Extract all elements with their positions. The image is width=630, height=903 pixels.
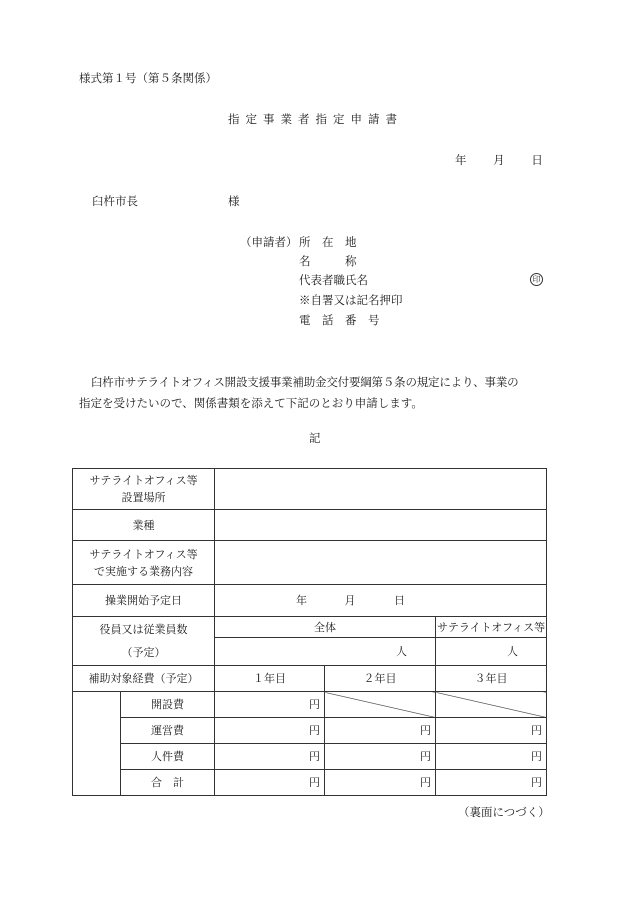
industry-row <box>73 510 547 541</box>
location-label: サテライトオフィス等 設置場所 <box>73 469 215 510</box>
start-date-row <box>73 585 547 617</box>
continued-note: （裏面につづく） <box>458 805 550 819</box>
operation-year3[interactable]: 円 <box>436 718 547 744</box>
staff-office-field[interactable]: 人 <box>436 638 547 666</box>
work-label: サテライトオフィス等 で実施する業務内容 <box>73 541 215 585</box>
staff-label: 役員又は従業員数 （予定） <box>73 617 215 666</box>
location-field[interactable] <box>215 469 547 510</box>
seal-mark: 印 <box>530 273 543 286</box>
row-label-total: 合 計 <box>121 770 215 796</box>
signature-note: ※自署又は記名押印 <box>299 293 403 307</box>
addressee-name: 臼杵市長 <box>92 194 138 208</box>
expense-row-setup <box>73 692 547 718</box>
work-field[interactable] <box>215 541 547 585</box>
start-date-field[interactable] <box>215 585 547 617</box>
expense-row-personnel <box>73 744 547 770</box>
operation-year1[interactable]: 円 <box>215 718 325 744</box>
year-2-header: ２年目 <box>325 666 436 692</box>
staff-total-header: 全体 <box>215 617 436 638</box>
row-label-personnel: 人件費 <box>121 744 215 770</box>
applicant-name-label: 名 称 <box>299 254 357 268</box>
expense-row-total <box>73 770 547 796</box>
setup-year2-na <box>325 692 436 718</box>
year-1-header: １年目 <box>215 666 325 692</box>
personnel-year2[interactable]: 円 <box>325 744 436 770</box>
form-number: 様式第１号（第５条関係） <box>79 71 217 85</box>
body-line-1: 臼杵市サテライトオフィス開設支援事業補助金交付要綱第５条の規定により、事業の <box>91 375 519 389</box>
start-day: 日 <box>394 594 406 607</box>
date-day: 日 <box>531 153 543 167</box>
location-row <box>73 469 547 510</box>
personnel-year1[interactable]: 円 <box>215 744 325 770</box>
expense-row-operation <box>73 718 547 744</box>
staff-office-header: サテライトオフィス等 <box>436 617 547 638</box>
total-year2[interactable]: 円 <box>325 770 436 796</box>
document-title: 指定事業者指定申請書 <box>228 112 403 126</box>
row-label-setup: 開設費 <box>121 692 215 718</box>
addressee-honorific: 様 <box>228 194 240 208</box>
expense-label: 補助対象経費（予定） <box>73 666 215 692</box>
expense-indent <box>73 692 121 796</box>
applicant-address-label: 所 在 地 <box>299 235 357 249</box>
personnel-year3[interactable]: 円 <box>436 744 547 770</box>
setup-year1[interactable]: 円 <box>215 692 325 718</box>
representative-label: 代表者職氏名 <box>299 273 368 287</box>
industry-label: 業種 <box>73 510 215 541</box>
start-date-label: 操業開始予定日 <box>73 585 215 617</box>
staff-total-field[interactable]: 人 <box>215 638 436 666</box>
setup-year3-na <box>436 692 547 718</box>
date-year: 年 <box>455 153 467 167</box>
total-year1[interactable]: 円 <box>215 770 325 796</box>
industry-field[interactable] <box>215 510 547 541</box>
expense-header-row <box>73 666 547 692</box>
total-year3[interactable]: 円 <box>436 770 547 796</box>
staff-header-row <box>73 617 547 638</box>
phone-label: 電 話 番 号 <box>299 313 380 327</box>
row-label-operation: 運営費 <box>121 718 215 744</box>
work-row <box>73 541 547 585</box>
year-3-header: ３年目 <box>436 666 547 692</box>
applicant-label: （申請者） <box>240 235 298 249</box>
record-mark: 記 <box>309 431 321 445</box>
date-month: 月 <box>493 153 505 167</box>
application-table <box>72 468 547 796</box>
application-date <box>455 152 543 168</box>
start-year: 年 <box>296 594 308 607</box>
body-line-2: 指定を受けたいので、関係書類を添えて下記のとおり申請します。 <box>79 396 423 410</box>
operation-year2[interactable]: 円 <box>325 718 436 744</box>
start-month: 月 <box>344 594 356 607</box>
